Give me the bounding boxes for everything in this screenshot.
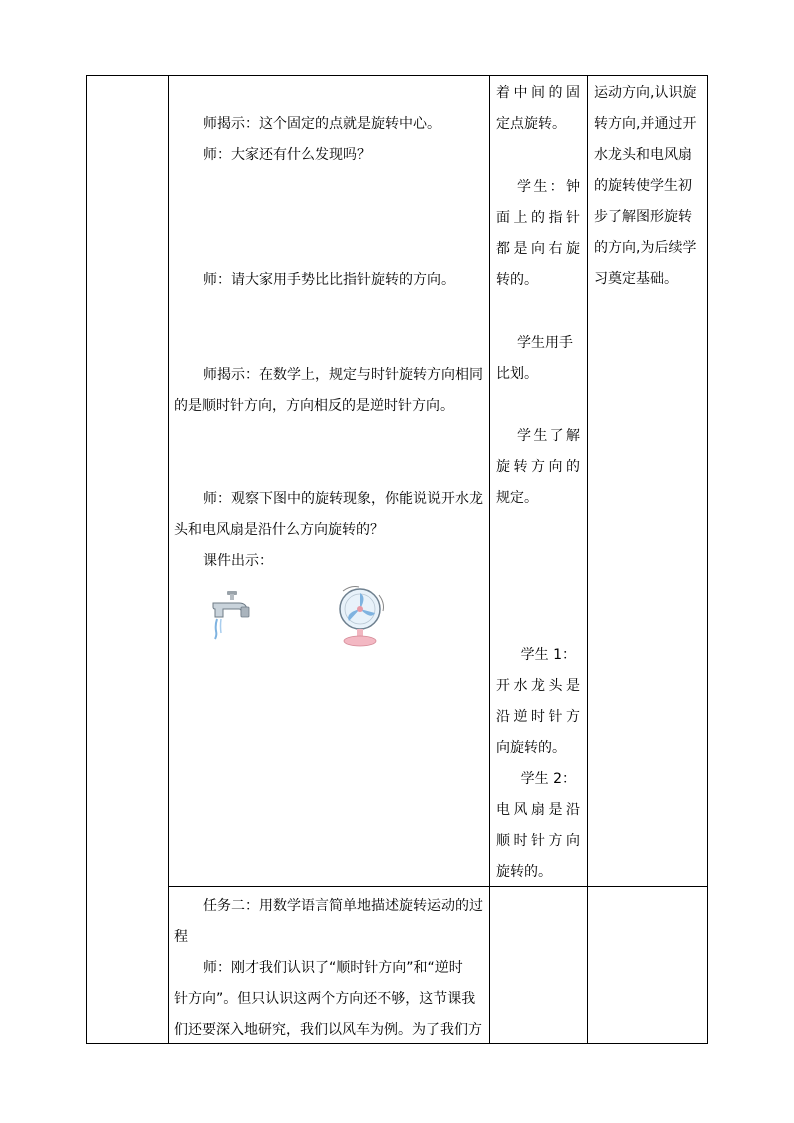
student-text: 旋转的。 [496, 864, 552, 880]
faucet-illustration [205, 585, 253, 641]
table-right-border [707, 75, 708, 1044]
student-text: 顺时针方向 [496, 833, 580, 849]
teacher-text-4b: 的是顺时针方向，方向相反的是逆时针方向。 [174, 398, 454, 414]
student-text: 向旋转的。 [496, 740, 566, 756]
student-text: 学生了解 [517, 428, 580, 444]
courseware-label: 课件出示： [203, 553, 273, 569]
teacher-text-6a: 师：刚才我们认识了“顺时针方向”和“逆时 [203, 960, 463, 976]
student-text: 学生：钟 [517, 179, 580, 195]
student-text: 转的。 [496, 272, 538, 288]
table-left-border [86, 75, 87, 1044]
teacher-text-6b: 针方向”。但只认识这两个方向还不够，这节课我 [174, 991, 476, 1007]
student-text: 学生 1： [520, 647, 576, 663]
design-intent-text: 水龙头和电风扇 [594, 147, 692, 163]
student-text: 学生用手 [517, 335, 573, 351]
student-text: 规定。 [496, 490, 538, 506]
student-text: 都是向右旋 [496, 241, 580, 257]
student-text: 电风扇是沿 [496, 802, 580, 818]
design-intent-text: 步了解图形旋转 [594, 209, 692, 225]
teacher-text-1: 师揭示：这个固定的点就是旋转中心。 [203, 116, 441, 132]
design-intent-text: 习奠定基础。 [594, 271, 678, 287]
teacher-text-3: 师：请大家用手势比比指针旋转的方向。 [203, 272, 455, 288]
design-intent-text: 转方向,并通过开 [594, 116, 697, 132]
teacher-text-5a: 师：观察下图中的旋转现象，你能说说开水龙 [203, 491, 483, 507]
table-bottom-border [86, 1043, 708, 1044]
student-text: 比划。 [496, 366, 538, 382]
student-text: 着中间的固 [496, 85, 580, 101]
teacher-text-2: 师：大家还有什么发现吗？ [203, 147, 371, 163]
teacher-text-5b: 头和电风扇是沿什么方向旋转的？ [174, 522, 384, 538]
teacher-text-4a: 师揭示：在数学上，规定与时针旋转方向相同 [203, 367, 483, 383]
student-text: 学生 2： [520, 771, 576, 787]
table-top-border [86, 75, 708, 76]
column-divider-2 [489, 75, 490, 1044]
column-divider-3 [587, 75, 588, 1044]
design-intent-text: 运动方向,认识旋 [594, 85, 697, 101]
design-intent-text: 的旋转使学生初 [594, 178, 692, 194]
student-text: 定点旋转。 [496, 116, 566, 132]
task-two-title-a: 任务二：用数学语言简单地描述旋转运动的过 [203, 898, 483, 914]
column-divider-1 [168, 75, 169, 1044]
student-text: 旋转方向的 [496, 459, 580, 475]
row-divider [168, 886, 708, 887]
student-text: 开水龙头是 [496, 678, 580, 694]
electric-fan-illustration [335, 585, 387, 647]
teacher-text-6c: 们还要深入地研究，我们以风车为例。为了我们方 [174, 1022, 482, 1038]
student-text: 面上的指针 [496, 210, 580, 226]
design-intent-text: 的方向,为后续学 [594, 240, 697, 256]
student-text: 沿逆时针方 [496, 709, 580, 725]
task-two-title-b: 程 [174, 929, 188, 945]
